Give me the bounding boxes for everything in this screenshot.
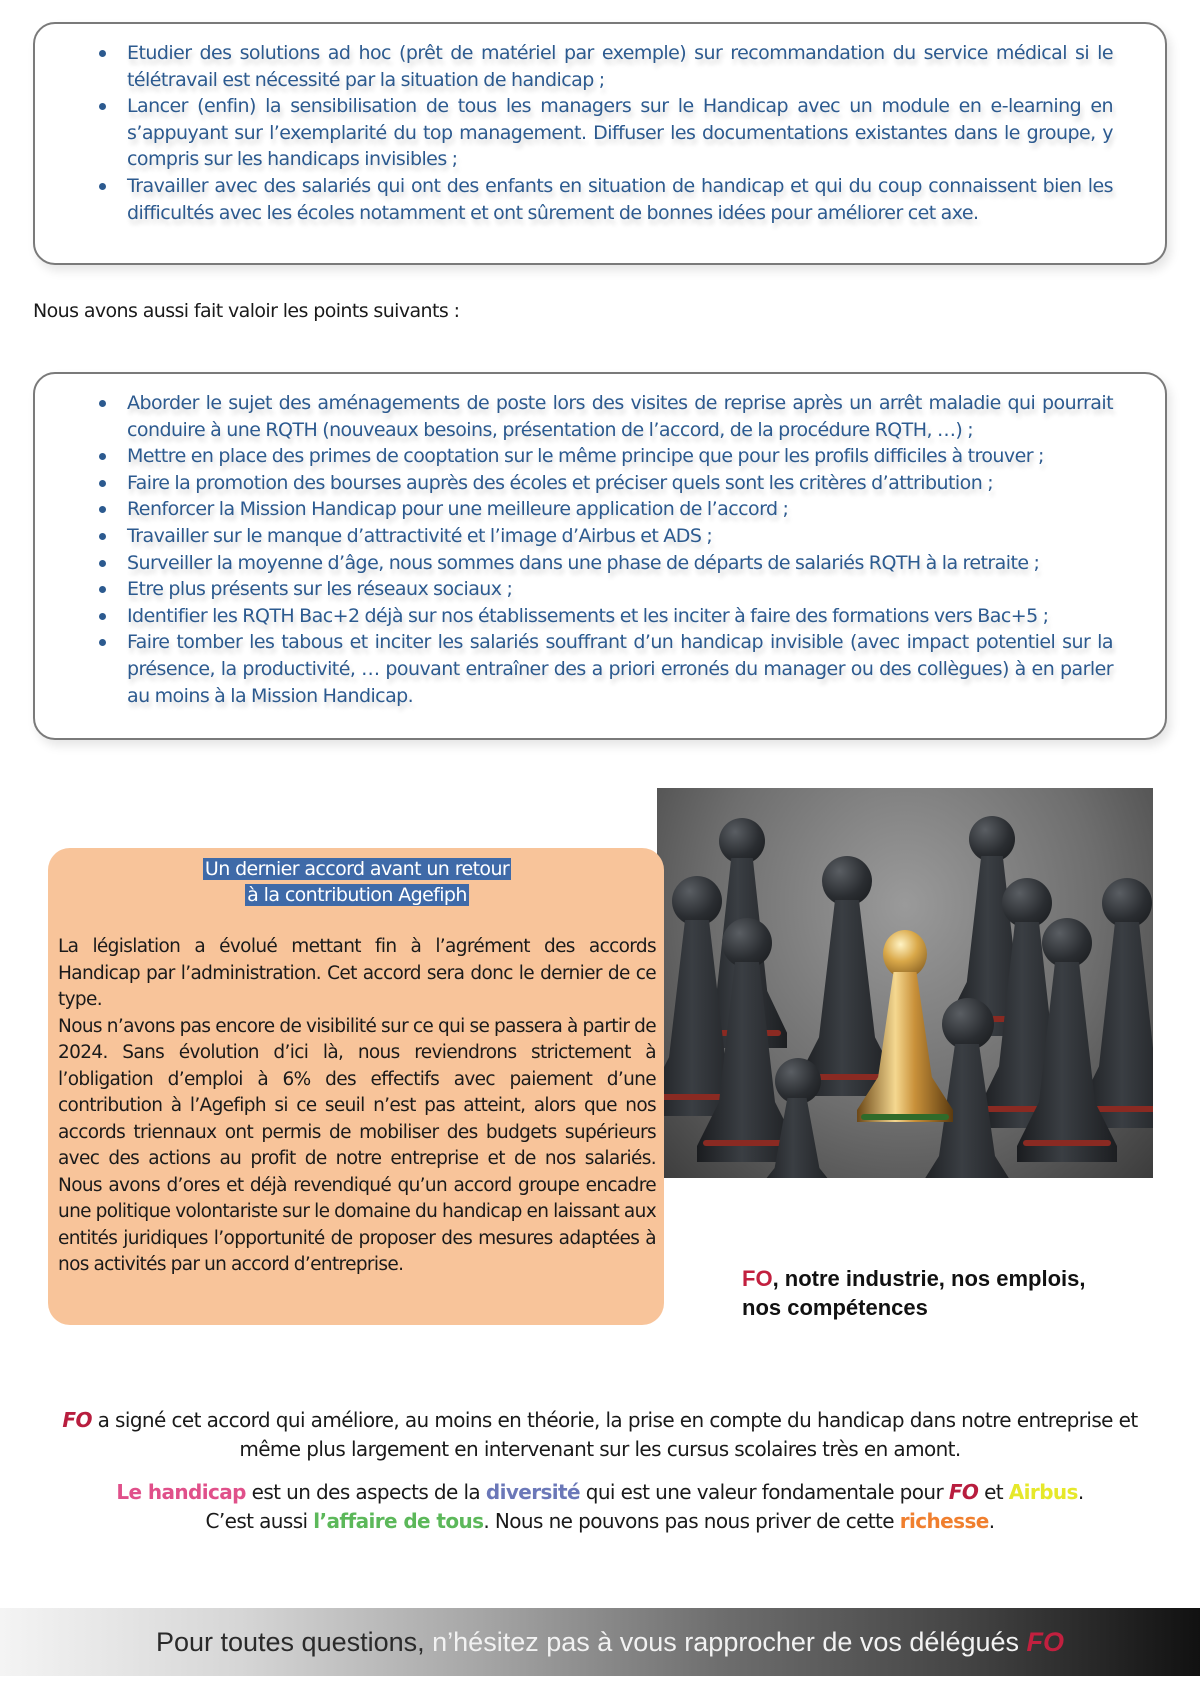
box-title (58, 856, 656, 908)
affaire-highlight: l’affaire de tous (313, 1509, 484, 1533)
list-item: Travailler sur le manque d’attractivité et l’image d’Airbus et ADS ; (127, 523, 1113, 550)
list-item: Renforcer la Mission Handicap pour une meilleure application de l’accord ; (127, 496, 1113, 523)
intro-text: Nous avons aussi fait valoir les points suivants : (33, 300, 460, 322)
fo-text: FO (62, 1408, 92, 1432)
black-pawn-icon (757, 1058, 837, 1178)
agefiph-info-box (48, 848, 664, 1325)
richesse-highlight: richesse (899, 1509, 989, 1533)
closing-paragraph-1: FO a signé cet accord qui améliore, au moins en théorie, la prise en compte du handicap dans notre entreprise et même plus largement en intervenant sur les cursus scolaires très en amont. (62, 1408, 1138, 1461)
box-body (58, 934, 656, 1279)
proposals-list-1 (35, 40, 1165, 226)
diversite-highlight: diversité (485, 1480, 580, 1504)
gold-pawn-icon (857, 930, 953, 1130)
chess-pawns-image (657, 788, 1153, 1178)
list-item: Etudier des solutions ad hoc (prêt de matériel par exemple) sur recommandation du service médical si le télétravail est nécessité par la situation de handicap ; (127, 40, 1113, 93)
airbus-highlight: Airbus (1008, 1480, 1078, 1504)
black-pawn-icon (1017, 918, 1117, 1178)
list-item: Etre plus présents sur les réseaux sociaux ; (127, 576, 1113, 603)
proposals-box-2 (33, 372, 1167, 740)
list-item: Mettre en place des primes de cooptation sur le même principe que pour les profils difficiles à trouver ; (127, 443, 1113, 470)
list-item: Lancer (enfin) la sensibilisation de tous les managers sur le Handicap avec un module en e-learning en s’appuyant sur l’exemplarité du top management. Diffuser les documentations existantes dans le groupe, y compris sur les handicaps invisibles ; (127, 93, 1113, 173)
slogan: FO, notre industrie, nos emplois, nos compétences (742, 1266, 1086, 1320)
list-item: Faire la promotion des bourses auprès des écoles et préciser quels sont les critères d’attribution ; (127, 470, 1113, 497)
list-item: Aborder le sujet des aménagements de poste lors des visites de reprise après un arrêt maladie qui pourrait conduire à une RQTH (nouveaux besoins, présentation de l’accord, de la procédure RQTH, …) ; (127, 390, 1113, 443)
list-item: Surveiller la moyenne d’âge, nous sommes dans une phase de départs de salariés RQTH à la retraite ; (127, 550, 1113, 577)
proposals-box-1 (33, 22, 1167, 265)
handicap-highlight: Le handicap (116, 1480, 246, 1504)
fo-text: FO (948, 1480, 979, 1504)
list-item: Travailler avec des salariés qui ont des enfants en situation de handicap et qui du coup connaissent bien les difficultés avec les écoles notamment et ont sûrement de bonnes idées pour améliorer cet axe. (127, 173, 1113, 226)
title-line-2: à la contribution Agefiph (247, 884, 467, 906)
list-item: Faire tomber les tabous et inciter les salariés souffrant d’un handicap invisible (avec impact potentiel sur la présence, la productivité, … pouvant entraîner des a priori erronés du manager ou des collègues) à en parler au moins à la Mission Handicap. (127, 629, 1113, 709)
fo-logo-text: FO (1026, 1626, 1065, 1657)
closing-paragraph-2: Le handicap est un des aspects de la diversité qui est une valeur fondamentale pour FO et Airbus. C’est aussi l’affaire de tous. Nous ne pouvons pas nous priver de cette richesse. (116, 1480, 1084, 1533)
title-line-1: Un dernier accord avant un retour (204, 858, 510, 880)
fo-logo-text: FO (742, 1266, 773, 1291)
list-item: Identifier les RQTH Bac+2 déjà sur nos établissements et les inciter à faire des formations vers Bac+5 ; (127, 603, 1113, 630)
paragraph: La législation a évolué mettant fin à l’agrément des accords Handicap par l’administration. Cet accord sera donc le dernier de ce type. (58, 936, 656, 1010)
proposals-list-2 (35, 390, 1165, 709)
paragraph: Nous n’avons pas encore de visibilité sur ce qui se passera à partir de 2024. Sans évolution d’ici là, nous reviendrons strictement à l’obligation d’emploi à 6% des effectifs avec paiement d’une contribution à l’Agefiph si ce seuil n’est pas atteint, alors que nos accords triennaux ont permis de mobiliser des budgets supérieurs avec des actions au profit de notre entreprise et de nos salariés. Nous avons d’ores et déjà revendiqué qu’un accord groupe encadre une politique volontariste sur le domaine du handicap en laissant aux entités juridiques l’opportunité de proposer des mesures adaptées à nos activités par un accord d’entreprise. (58, 1015, 656, 1275)
footer-banner: Pour toutes questions, n’hésitez pas à vous rapprocher de vos délégués FO (0, 1608, 1200, 1676)
